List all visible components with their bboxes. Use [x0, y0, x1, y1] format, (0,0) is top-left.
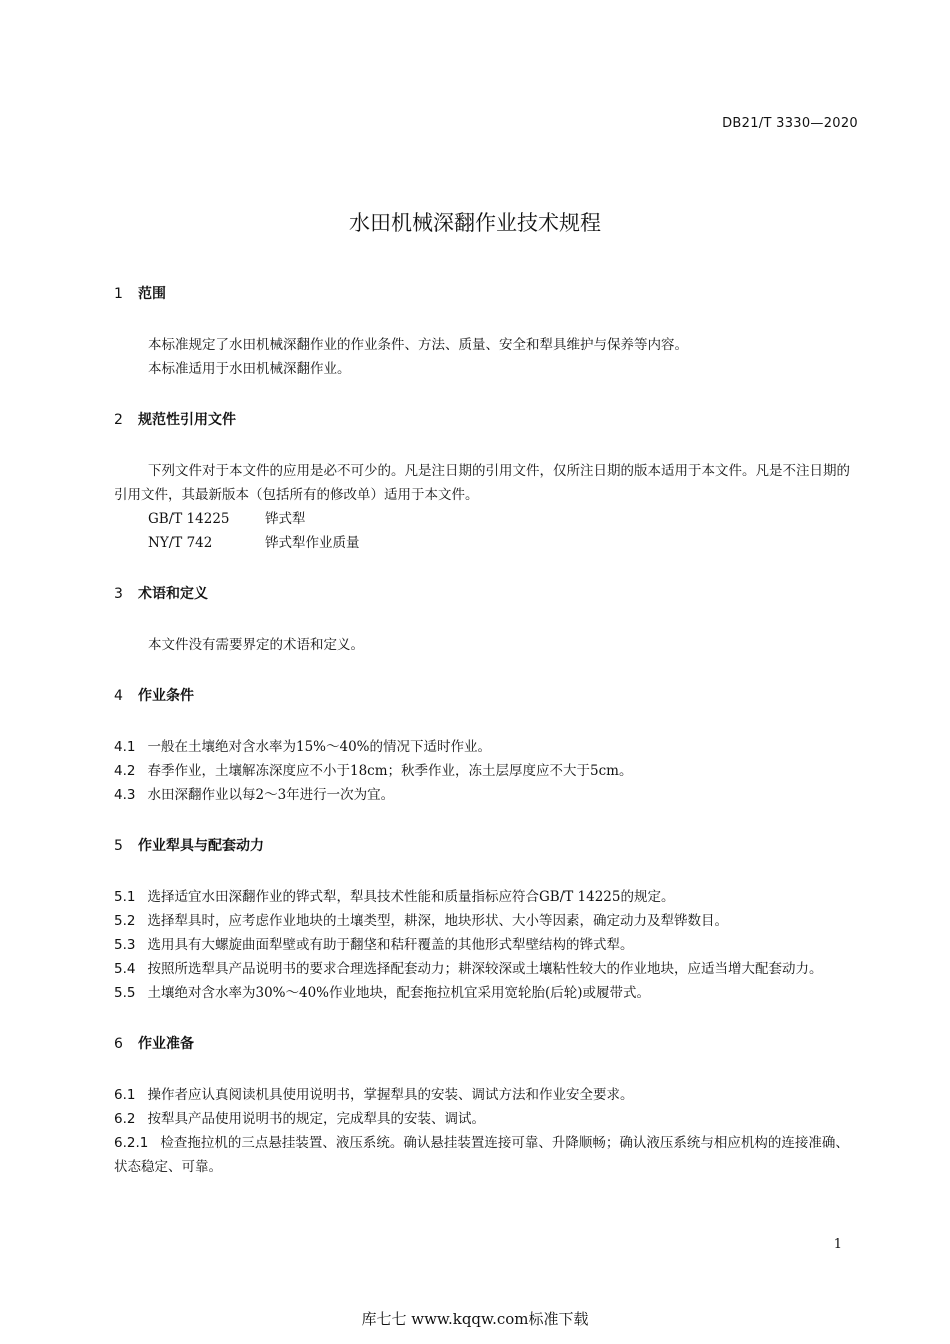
clause: [114, 1083, 860, 1107]
clause-number: 5.2: [114, 913, 136, 929]
clause: [114, 909, 860, 933]
clause-number: 4.2: [114, 763, 136, 779]
section-number: 5: [114, 838, 123, 854]
clause-number: 4.3: [114, 787, 136, 803]
paragraph: 本标准规定了水田机械深翻作业的作业条件、方法、质量、安全和犁具维护与保养等内容。: [148, 337, 688, 353]
clause: [114, 957, 860, 981]
clause-text: 操作者应认真阅读机具使用说明书，掌握犁具的安装、调试方法和作业安全要求。: [147, 1087, 634, 1103]
clause: [114, 933, 860, 957]
clause-text: 按照所选犁具产品说明书的要求合理选择配套动力；耕深较深或土壤粘性较大的作业地块，应适当增大配套动力。: [147, 961, 823, 977]
section-heading: [114, 834, 860, 858]
section-number: 6: [114, 1036, 123, 1052]
document-body: [114, 282, 860, 1179]
clause: [114, 1107, 860, 1131]
section-number: 1: [114, 286, 123, 302]
reference-code: NY/T 742: [148, 535, 213, 551]
clause-text: 一般在土壤绝对含水率为15%～40%的情况下适时作业。: [147, 739, 491, 755]
section-heading: [114, 582, 860, 606]
clause-number: 5.5: [114, 985, 136, 1001]
section-heading: [114, 282, 860, 306]
clause-number: 4.1: [114, 739, 136, 755]
paragraph: 本标准适用于水田机械深翻作业。: [148, 361, 351, 377]
section-number: 3: [114, 586, 123, 602]
section-title: 规范性引用文件: [138, 412, 236, 428]
section-number: 2: [114, 412, 123, 428]
clause: [114, 759, 860, 783]
clause: [114, 783, 860, 807]
reference-name: 铧式犁作业质量: [265, 535, 360, 551]
section-title: 作业条件: [138, 688, 194, 704]
clause-number: 5.4: [114, 961, 136, 977]
clause-text: 选用具有大螺旋曲面犁壁或有助于翻垡和秸秆覆盖的其他形式犁壁结构的铧式犁。: [147, 937, 634, 953]
section-title: 范围: [138, 286, 166, 302]
reference-row: [114, 531, 860, 555]
clause-number: 5.1: [114, 889, 136, 905]
footer-watermark: 库七七 www.kqqw.com标准下载: [361, 1310, 589, 1328]
clause: [114, 735, 860, 759]
clause: [114, 1131, 860, 1179]
clause-text: 选择适宜水田深翻作业的铧式犁，犁具技术性能和质量指标应符合GB/T 14225的规定。: [147, 889, 675, 905]
section-title: 作业准备: [138, 1036, 194, 1052]
clause: [114, 885, 860, 909]
reference-code: GB/T 14225: [148, 511, 230, 527]
clause-text: 春季作业，土壤解冻深度应不小于18cm；秋季作业，冻土层厚度应不大于5cm。: [147, 763, 633, 779]
clause-text: 选择犁具时，应考虑作业地块的土壤类型，耕深，地块形状、大小等因素，确定动力及犁铧数目。: [147, 913, 728, 929]
page-number: 1: [833, 1237, 842, 1252]
paragraph: 下列文件对于本文件的应用是必不可少的。凡是注日期的引用文件，仅所注日期的版本适用于本文件。凡是不注日期的引用文件，其最新版本（包括所有的修改单）适用于本文件。: [114, 463, 850, 503]
clause-text: 按犁具产品使用说明书的规定，完成犁具的安装、调试。: [147, 1111, 485, 1127]
reference-row: [114, 507, 860, 531]
clause-number: 6.1: [114, 1087, 136, 1103]
clause-text: 水田深翻作业以每2～3年进行一次为宜。: [147, 787, 395, 803]
reference-name: 铧式犁: [265, 511, 306, 527]
clause-number: 6.2.1: [114, 1135, 149, 1151]
clause: [114, 981, 860, 1005]
clause-number: 6.2: [114, 1111, 136, 1127]
section-heading: [114, 408, 860, 432]
section-title: 作业犁具与配套动力: [138, 838, 264, 854]
paragraph: 本文件没有需要界定的术语和定义。: [148, 637, 364, 653]
clause-text: 土壤绝对含水率为30%～40%作业地块，配套拖拉机宜采用宽轮胎(后轮)或履带式。: [147, 985, 651, 1001]
clause-number: 5.3: [114, 937, 136, 953]
document-title: 水田机械深翻作业技术规程: [349, 211, 601, 235]
section-heading: [114, 1032, 860, 1056]
section-heading: [114, 684, 860, 708]
section-title: 术语和定义: [138, 586, 208, 602]
document-code: DB21/T 3330—2020: [722, 116, 858, 131]
section-number: 4: [114, 688, 123, 704]
clause-text: 检查拖拉机的三点悬挂装置、液压系统。确认悬挂装置连接可靠、升降顺畅；确认液压系统与相应机构的连接准确、状态稳定、可靠。: [114, 1135, 849, 1175]
